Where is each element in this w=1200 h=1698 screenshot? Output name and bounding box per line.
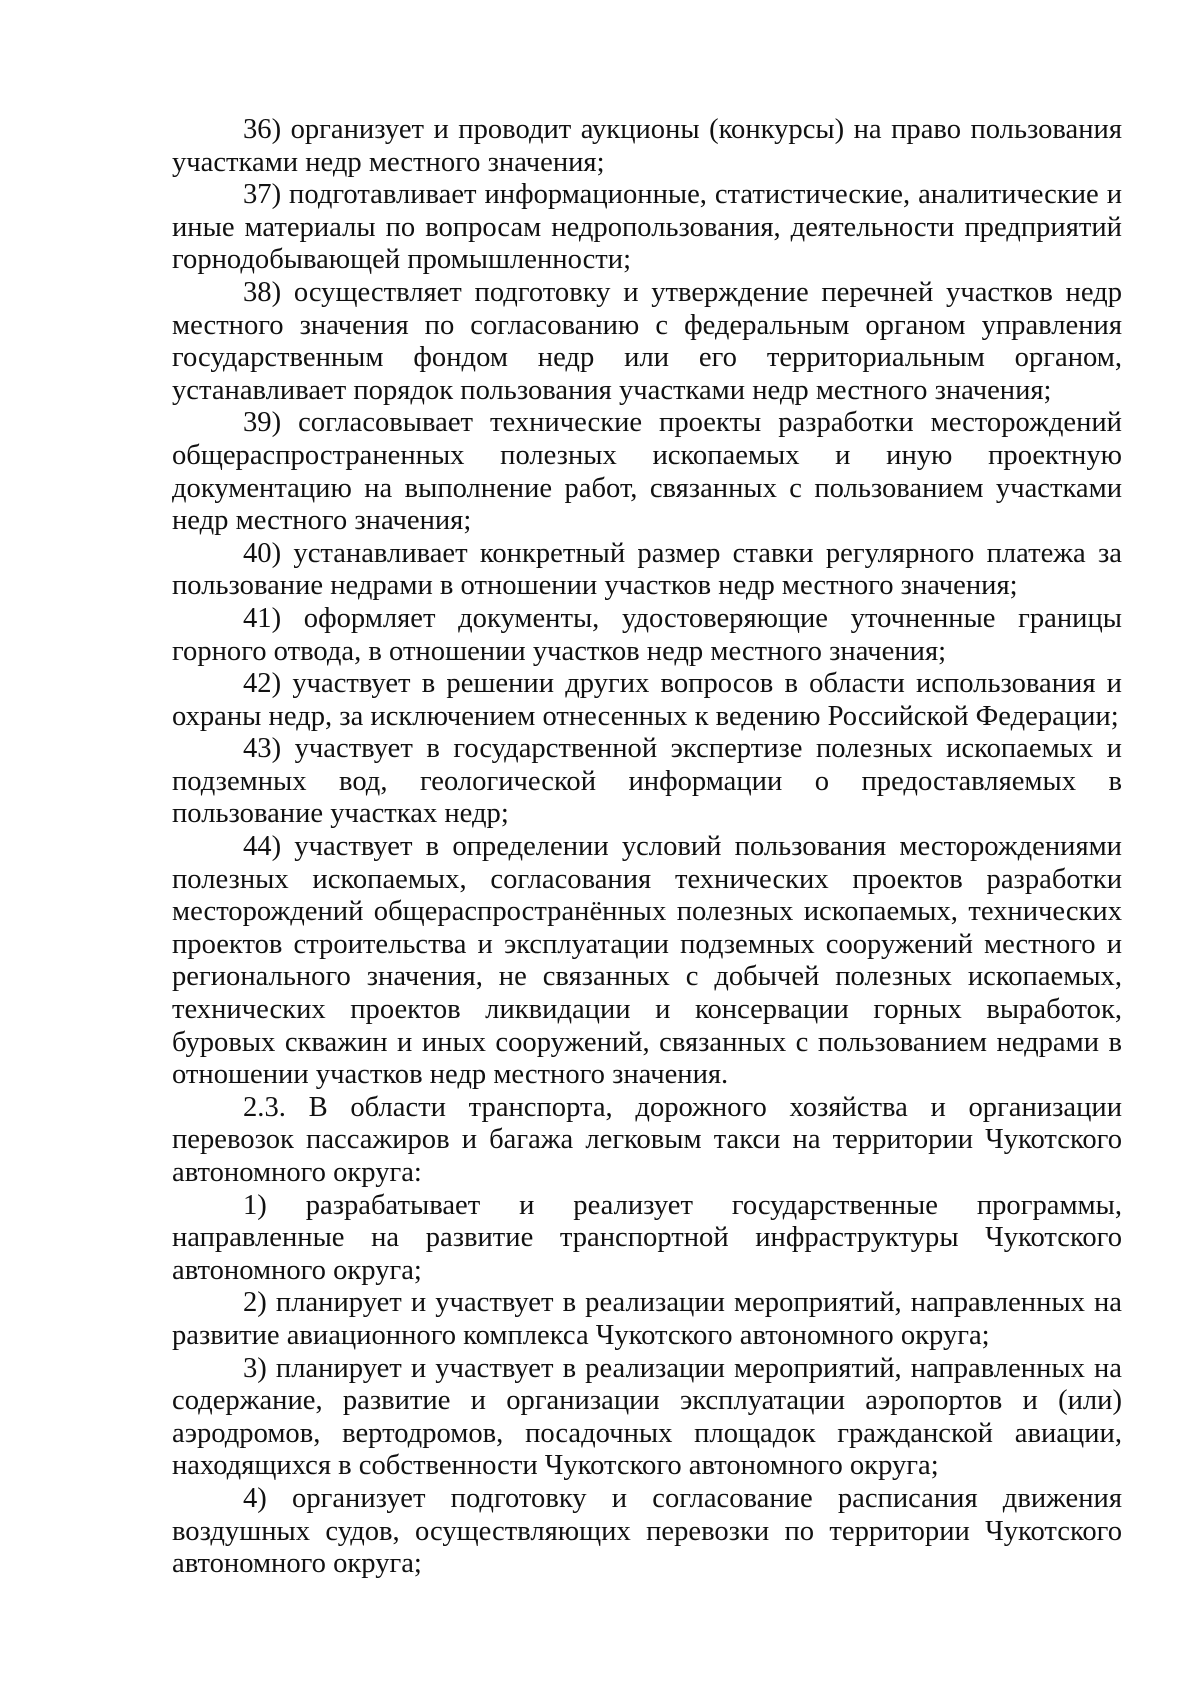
paragraph-item-37: 37) подготавливает информационные, статистические, аналитические и иные материалы по вопросам недропользования, деятельности предприятий горнодобывающей промышленности; [172, 179, 1122, 276]
paragraph-item-42: 42) участвует в решении других вопросов в области использования и охраны недр, за исключением отнесенных к ведению Российской Федерации; [172, 668, 1122, 732]
document-page [172, 114, 1122, 1581]
section-heading-2-3: 2.3. В области транспорта, дорожного хозяйства и организации перевозок пассажиров и багажа легковым такси на территории Чукотского автономного округа: [172, 1091, 1122, 1188]
paragraph-item-44: 44) участвует в определении условий пользования месторождениями полезных ископаемых, согласования технических проектов разработки месторождений общераспространённых полезных ископаемых, технических проектов строительства и эксплуатации подземных сооружений местного и регионального значения, не связанных с добычей полезных ископаемых, технических проектов ликвидации и консервации горных выработок, буровых скважин и иных сооружений, связанных с пользованием недрами в отношении участков недр местного значения. [172, 831, 1122, 1091]
paragraph-item-36: 36) организует и проводит аукционы (конкурсы) на право пользования участками недр местного значения; [172, 114, 1122, 178]
paragraph-item-43: 43) участвует в государственной экспертизе полезных ископаемых и подземных вод, геологической информации о предоставляемых в пользование участках недр; [172, 733, 1122, 830]
paragraph-item-3: 3) планирует и участвует в реализации мероприятий, направленных на содержание, развитие и организации эксплуатации аэропортов и (или) аэродромов, вертодромов, посадочных площадок гражданской авиации, находящихся в собственности Чукотского автономного округа; [172, 1352, 1122, 1482]
paragraph-item-4: 4) организует подготовку и согласование расписания движения воздушных судов, осуществляющих перевозки по территории Чукотского автономного округа; [172, 1482, 1122, 1580]
paragraph-item-39: 39) согласовывает технические проекты разработки месторождений общераспространенных полезных ископаемых и иную проектную документацию на выполнение работ, связанных с пользованием участками недр местного значения; [172, 407, 1122, 537]
paragraph-item-41: 41) оформляет документы, удостоверяющие уточненные границы горного отвода, в отношении участков недр местного значения; [172, 602, 1122, 667]
paragraph-item-40: 40) устанавливает конкретный размер ставки регулярного платежа за пользование недрами в отношении участков недр местного значения; [172, 537, 1122, 602]
paragraph-item-38: 38) осуществляет подготовку и утверждение перечней участков недр местного значения по согласованию с федеральным органом управления государственным фондом недр или его территориальным органом, устанавливает порядок пользования участками недр местного значения; [172, 276, 1122, 406]
paragraph-item-2: 2) планирует и участвует в реализации мероприятий, направленных на развитие авиационного комплекса Чукотского автономного округа; [172, 1287, 1122, 1351]
paragraph-item-1: 1) разрабатывает и реализует государственные программы, направленные на развитие транспортной инфраструктуры Чукотского автономного округа; [172, 1189, 1122, 1286]
